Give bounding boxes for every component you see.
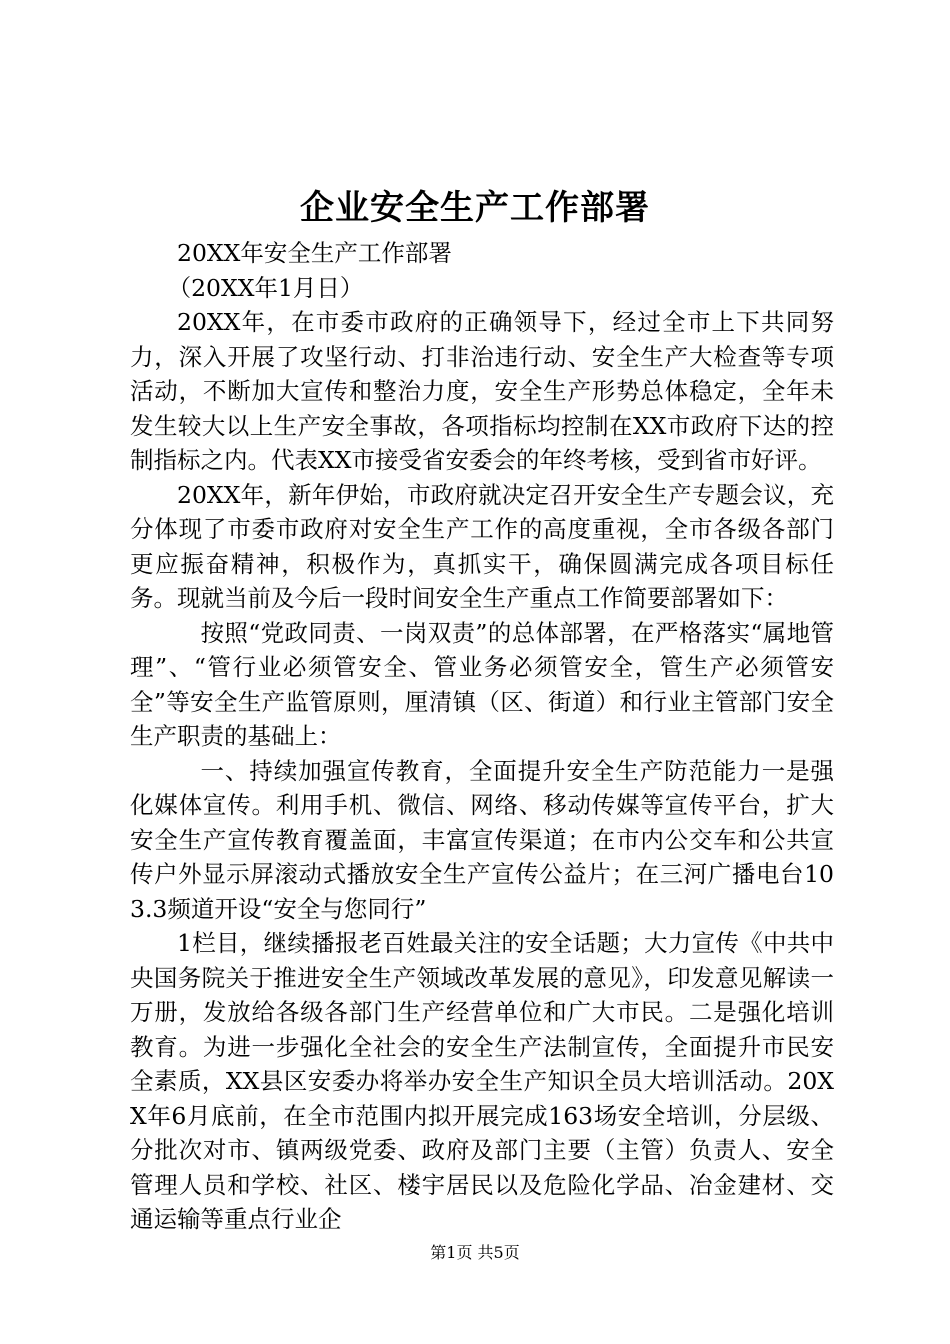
document-title: 企业安全生产工作部署: [300, 188, 650, 228]
paragraph-continuation: 1栏目，继续播报老百姓最关注的安全话题；大力宣传《中共中央国务院关于推进安全生产领域改革发展的意见》，印发意见解读一万册，发放给各级各部门生产经营单位和广大市民。二是强化培训教育。为进一步强化全社会的安全生产法制宣传，全面提升市民安全素质，XX县区安委办将举办安全生产知识全员大培训活动。20XX年6月底前，在全市范围内拟开展完成163场安全培训，分层级、分批次对市、镇两级党委、政府及部门主要（主管）负责人、安全管理人员和学校、社区、楼宇居民以及危险化学品、冶金建材、交通运输等重点行业企: [130, 929, 834, 1233]
paragraph-review: 20XX年，在市委市政府的正确领导下，经过全市上下共同努力，深入开展了攻坚行动、打非治违行动、安全生产大检查等专项活动，不断加大宣传和整治力度，安全生产形势总体稳定，全年未发生较大以上生产安全事故，各项指标均控制在XX市政府下达的控制指标之内。代表XX市接受省安委会的年终考核，受到省市好评。: [130, 308, 834, 474]
paragraph-new-year: 20XX年，新年伊始，市政府就决定召开安全生产专题会议，充分体现了市委市政府对安全生产工作的高度重视，全市各级各部门更应振奋精神，积极作为，真抓实干，确保圆满完成各项目标任务。现就当前及今后一段时间安全生产重点工作简要部署如下：: [130, 480, 834, 612]
paragraph-date: （20XX年1月日）: [167, 273, 364, 302]
document-body: [130, 236, 834, 1237]
page-footer: 第1页 共5页: [430, 1243, 520, 1262]
paragraph-principles: 按照“党政同责、一岗双责”的总体部署，在严格落实“属地管理”、“管行业必须管安全、管业务必须管安全，管生产必须管安全”等安全生产监管原则，厘清镇（区、街道）和行业主管部门安全生产职责的基础上：: [130, 618, 834, 750]
paragraph-section-one: 一、持续加强宣传教育，全面提升安全生产防范能力一是强化媒体宣传。利用手机、微信、网络、移动传媒等宣传平台，扩大安全生产宣传教育覆盖面，丰富宣传渠道；在市内公交车和公共宣传户外显示屏滚动式播放安全生产宣传公益片；在三河广播电台103.3频道开设“安全与您同行”: [130, 756, 834, 923]
paragraph-subtitle: 20XX年安全生产工作部署: [177, 239, 452, 267]
